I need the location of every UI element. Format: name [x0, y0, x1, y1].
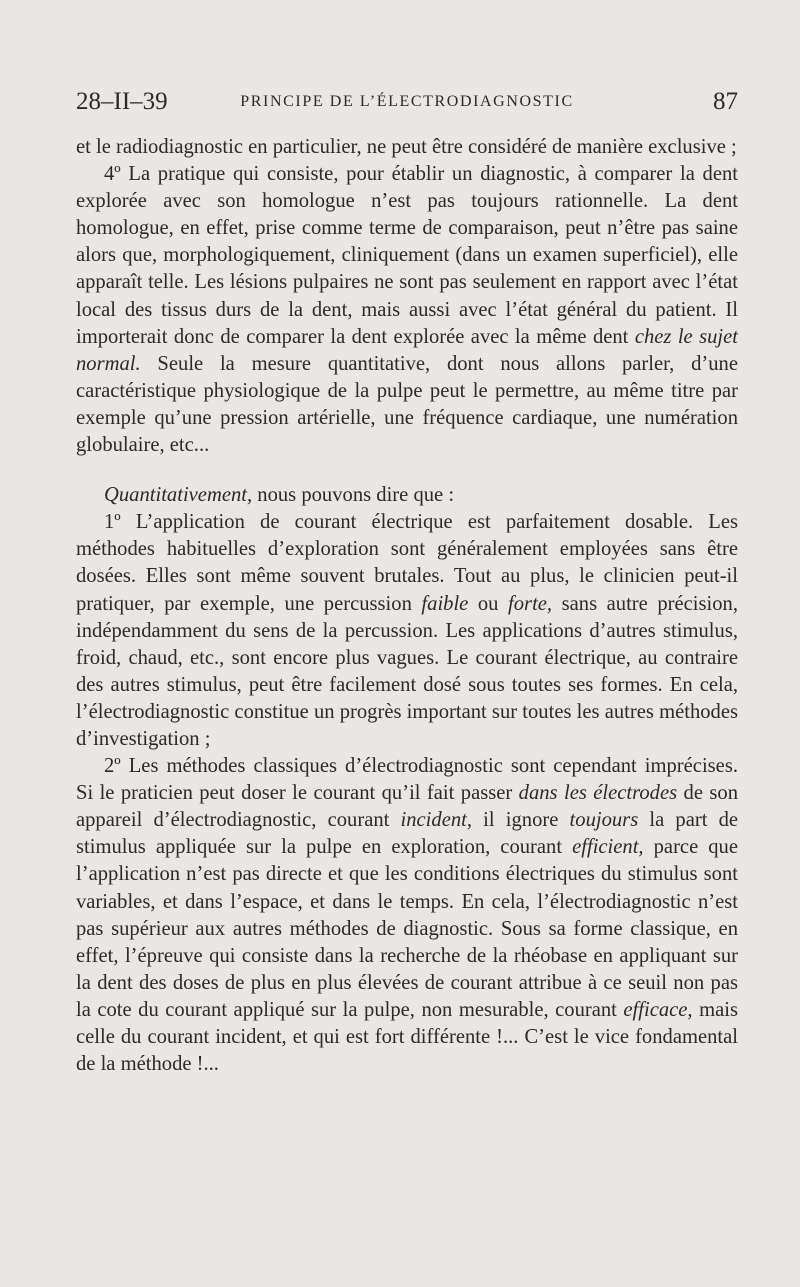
italic-phrase: efficient,	[572, 836, 644, 859]
paragraph-point-1: 1º L’application de courant électrique est parfaitement dosable. Les méthodes habituelles d’exploration sont généralement employées sans être dosées. Elles sont même souvent brutales. Tout au plus, le clinicien peut-il pratiquer, par exemple, une percussion faible ou forte, sans autre précision, indépendamment du sens de la percussion. Les applications d’autres stimulus, froid, chaud, etc., sont encore plus vagues. Le courant électrique, au contraire des autres stimulus, peut être facilement dosé sous toutes ses formes. En cela, l’électrodiagnostic constitue un progrès important sur toutes les autres méthodes d’investigation ;	[76, 511, 738, 750]
italic-phrase: chez le sujet normal.	[76, 325, 738, 375]
italic-phrase: toujours	[569, 809, 639, 832]
paragraph-point-4: 4º La pratique qui consiste, pour établir un diagnostic, à comparer la dent explorée avec son homologue n’est pas toujours rationnelle. La dent homologue, en effet, prise comme terme de comparaison, peut n’être pas saine alors que, morphologiquement, cliniquement (dans un examen superficiel), elle apparaît telle. Les lésions pulpaires ne sont pas seulement en rapport avec l’état local des tissus durs de la dent, mais aussi avec l’état général du patient. Il importerait donc de comparer la dent explorée avec la même dent chez le sujet normal. Seule la mesure quantitative, dont nous allons parler, d’une caractéristique physiologique de la pulpe peut le permettre, au même titre par exemple qu’une pression artérielle, une fréquence cardiaque, une numération globulaire, etc...	[76, 163, 738, 457]
paragraph-quantitativement: Quantitativement, nous pouvons dire que :	[104, 484, 455, 507]
italic-phrase: dans les électrodes	[518, 782, 678, 805]
italic-phrase: faible	[421, 592, 469, 615]
page-number: 87	[713, 88, 738, 115]
italic-phrase: Quantitativement,	[104, 484, 253, 507]
header-title: PRINCIPE DE L’ÉLECTRODIAGNOSTIC	[240, 93, 574, 110]
page-body	[76, 134, 738, 1078]
header-date: 28–II–39	[76, 88, 168, 115]
italic-phrase: efficace,	[623, 998, 693, 1021]
italic-phrase: forte,	[508, 592, 553, 615]
paragraph-point-2: 2º Les méthodes classiques d’électrodiagnostic sont cependant imprécises. Si le praticien peut doser le courant qu’il fait passer dans les électrodes de son appareil d’électrodiagnostic, courant incident, il ignore toujours la part de stimulus appliquée sur la pulpe en exploration, courant efficient, parce que l’application n’est pas directe et que les conditions électriques du stimulus sont variables, et dans l’espace, et dans le temps. En cela, l’électrodiagnostic n’est pas supérieur aux autres méthodes de diagnostic. Sous sa forme classique, en effet, l’épreuve qui consiste dans la recherche de la rhéobase en appliquant sur la dent des doses de plus en plus élevées de courant attribue à ce seuil non pas la cote du courant appliqué sur la pulpe, non mesurable, courant efficace, mais celle du courant incident, et qui est fort différente !... C’est le vice fondamental de la méthode !...	[76, 755, 739, 1076]
italic-phrase: incident,	[400, 809, 473, 832]
paragraph-continuation: et le radiodiagnostic en particulier, ne peut être considéré de manière exclusive ;	[76, 136, 737, 158]
running-header	[76, 88, 738, 118]
